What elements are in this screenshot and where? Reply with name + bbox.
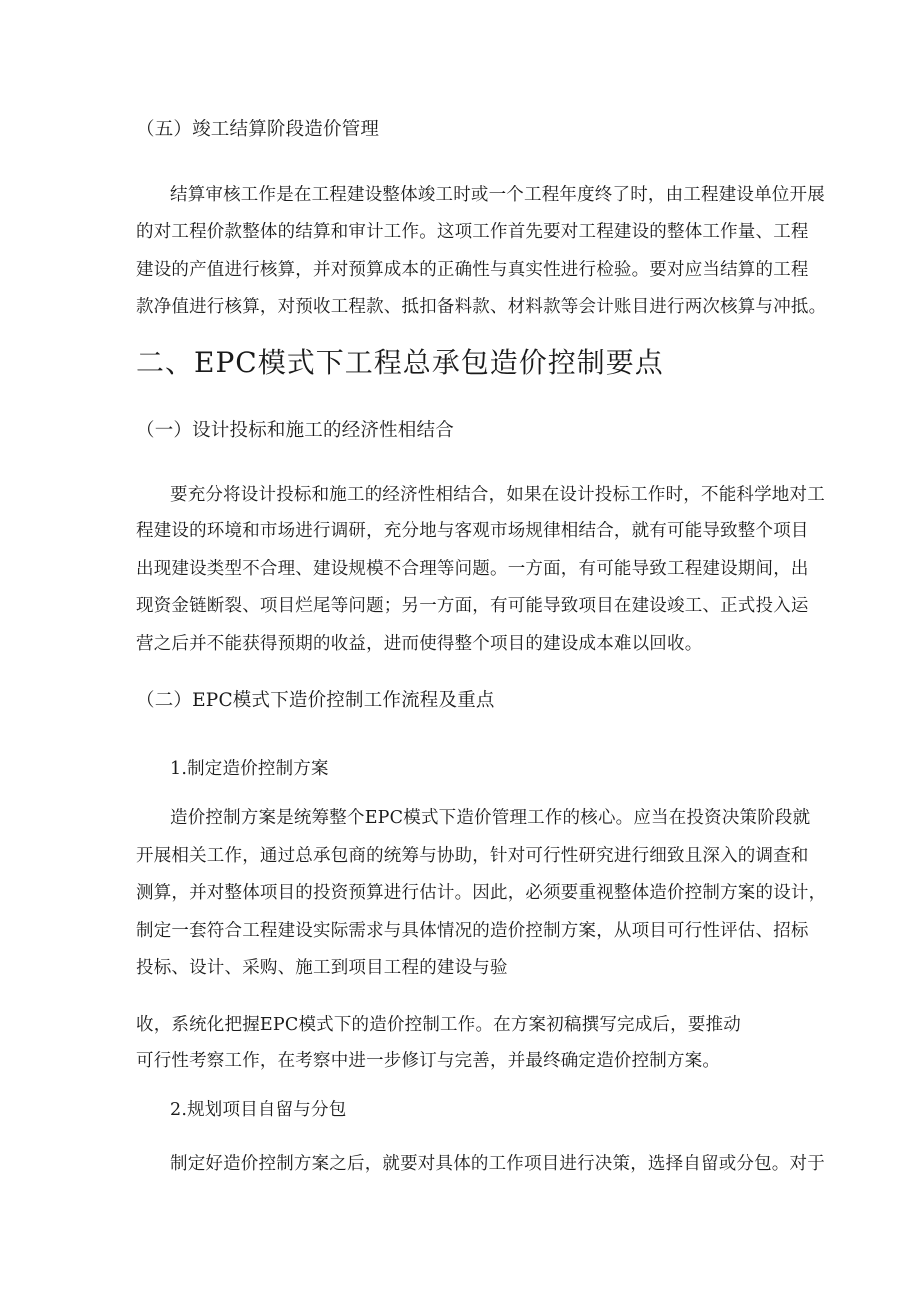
section-5-paragraph-line-3: 建设的产值进行核算，并对预算成本的正确性与真实性进行检验。要对应当结算的工程 [136, 260, 809, 280]
item-1-paragraph-line-6: 收，系统化把握EPC模式下的造价控制工作。在方案初稿撰写完成后，要推动 [136, 1015, 741, 1035]
section-5-paragraph-line-4: 款净值进行核算，对预收工程款、抵扣备料款、材料款等会计账目进行两次核算与冲抵。 [136, 297, 827, 317]
item-1-paragraph-line-7: 可行性考察工作，在考察中进一步修订与完善，并最终确定造价控制方案。 [136, 1051, 721, 1071]
item-2-paragraph-line-1: 制定好造价控制方案之后，就要对具体的工作项目进行决策，选择自留或分包。对于 [170, 1154, 825, 1174]
subsection-1-paragraph-line-1: 要充分将设计投标和施工的经济性相结合，如果在设计投标工作时，不能科学地对工 [170, 485, 825, 505]
section-5-paragraph-line-1: 结算审核工作是在工程建设整体竣工时或一个工程年度终了时，由工程建设单位开展 [170, 185, 825, 205]
subsection-1-paragraph-line-4: 现资金链断裂、项目烂尾等问题；另一方面，有可能导致项目在建设竣工、正式投入运 [136, 596, 809, 616]
subsection-1-paragraph-line-5: 营之后并不能获得预期的收益，进而使得整个项目的建设成本难以回收。 [136, 634, 703, 654]
subsection-1-paragraph-line-3: 出现建设类型不合理、建设规模不合理等问题。一方面，有可能导致工程建设期间，出 [136, 559, 809, 579]
item-1-paragraph-line-5: 投标、设计、采购、施工到项目工程的建设与验 [136, 958, 508, 978]
item-1-paragraph-line-1: 造价控制方案是统筹整个EPC模式下造价管理工作的核心。应当在投资决策阶段就 [170, 808, 811, 828]
item-1-paragraph-line-2: 开展相关工作，通过总承包商的统筹与协助，针对可行性研究进行细致且深入的调查和 [136, 846, 809, 866]
section-5-heading: （五）竣工结算阶段造价管理 [136, 119, 380, 140]
section-5-paragraph-line-2: 的对工程价款整体的结算和审计工作。这项工作首先要对工程建设的整体工作量、工程 [136, 222, 809, 242]
item-2-heading: 2.规划项目自留与分包 [170, 1100, 347, 1120]
item-1-heading: 1.制定造价控制方案 [170, 759, 329, 779]
chapter-2-heading: 二、EPC模式下工程总承包造价控制要点 [136, 346, 664, 379]
subsection-2-heading: （二）EPC模式下造价控制工作流程及重点 [136, 690, 495, 711]
subsection-1-paragraph-line-2: 程建设的环境和市场进行调研，充分地与客观市场规律相结合，就有可能导致整个项目 [136, 521, 809, 541]
item-1-paragraph-line-3: 测算，并对整体项目的投资预算进行估计。因此，必须要重视整体造价控制方案的设计， [136, 883, 827, 903]
subsection-1-heading: （一）设计投标和施工的经济性相结合 [136, 420, 454, 441]
item-1-paragraph-line-4: 制定一套符合工程建设实际需求与具体情况的造价控制方案，从项目可行性评估、招标 [136, 921, 809, 941]
